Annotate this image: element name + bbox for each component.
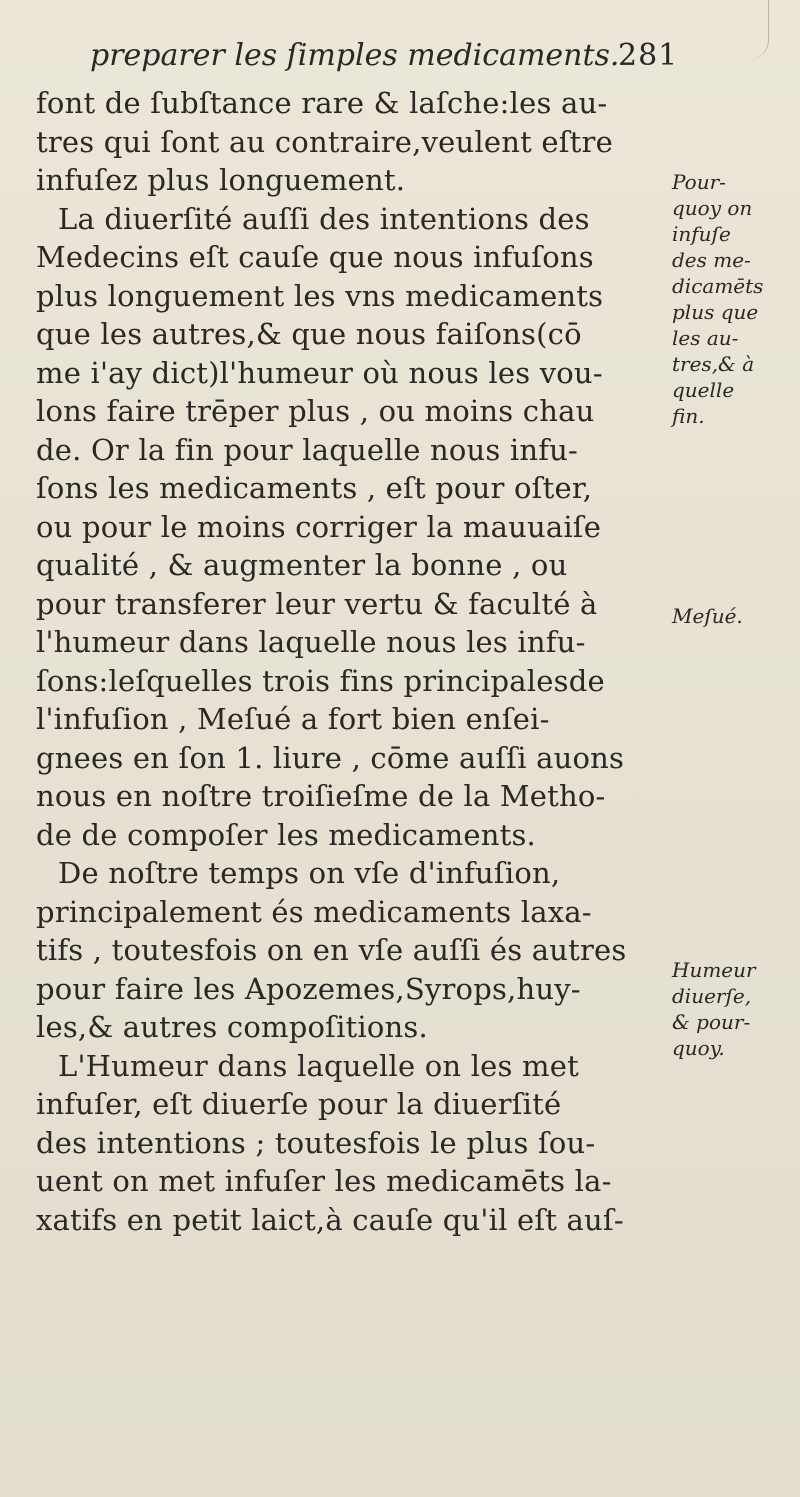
margin-note: les au-: [672, 326, 739, 350]
body-text: [36, 84, 676, 1239]
text-line: tifs , toutesfois on en vſe auſſi és autres: [36, 933, 627, 967]
text-line: ſons les medicaments , eſt pour oſter,: [36, 471, 593, 505]
text-line: de. Or la fin pour laquelle nous infu-: [36, 432, 579, 467]
text-line: lons faire trēper plus , ou moins chau: [36, 394, 595, 428]
text-line: L'Humeur dans laquelle on les met: [58, 1048, 579, 1083]
text-line: pour transferer leur vertu & faculté à: [36, 586, 598, 621]
margin-note: Meſué.: [672, 604, 743, 628]
margin-note: Humeur: [672, 958, 756, 982]
page-number: 281: [618, 38, 679, 73]
text-line: tres qui ſont au contraire,veulent eſtre: [36, 124, 613, 159]
text-line: font de ſubſtance rare & laſche:les au-: [36, 86, 608, 120]
text-line: uent on met infuſer les medicamēts la-: [36, 1164, 612, 1198]
text-line: ou pour le moins corriger la mauuaiſe: [36, 509, 602, 544]
text-line: des intentions ; toutesfois le plus ſou-: [36, 1125, 596, 1160]
text-line: Medecins eſt cauſe que nous infuſons: [36, 240, 594, 274]
margin-note: quelle: [672, 378, 735, 402]
text-line: La diuerſité auſſi des intentions des: [58, 201, 590, 236]
text-line: les,& autres compoſitions.: [36, 1010, 428, 1044]
text-line: principalement és medicaments laxa-: [36, 894, 592, 929]
margin-note: diuerſe,: [672, 984, 752, 1008]
text-line: gnees en ſon 1. liure , cōme auſſi auons: [36, 740, 625, 775]
text-line: infuſer, eſt diuerſe pour la diuerſité: [36, 1087, 562, 1121]
text-line: plus longuement les vns medicaments: [36, 278, 604, 313]
margin-note: des me-: [672, 248, 751, 272]
margin-note: dicamēts: [672, 274, 764, 298]
margin-note: tres,& à: [672, 352, 755, 376]
text-line: qualité , & augmenter la bonne , ou: [36, 548, 568, 582]
text-line: infuſez plus longuement.: [36, 163, 406, 197]
margin-note: & pour-: [672, 1010, 751, 1034]
margin-note: Pour-: [672, 170, 726, 194]
text-line: pour faire les Apozemes,Syrops,huy-: [36, 971, 581, 1006]
margin-note: fin.: [672, 404, 705, 428]
text-line: l'humeur dans laquelle nous les infu-: [36, 625, 586, 659]
text-line: de de compoſer les medicaments.: [36, 817, 536, 852]
text-line: ſons:leſquelles trois fins principalesde: [36, 663, 605, 698]
text-line: l'infuſion , Meſué a fort bien enſei-: [36, 702, 550, 736]
running-head-title: preparer les ſimples medicaments.: [90, 38, 620, 73]
margin-note: infuſe: [672, 222, 731, 246]
text-line: nous en noſtre troiſieſme de la Metho-: [36, 779, 606, 813]
margin-note: quoy.: [672, 1036, 725, 1060]
running-head: [90, 36, 700, 76]
text-line: De noſtre temps on vſe d'infuſion,: [58, 856, 561, 890]
text-line: que les autres,& que nous faiſons(cō: [36, 317, 582, 351]
page-curl-mark: [728, 0, 769, 60]
margin-note: quoy on: [672, 196, 753, 220]
margin-note: plus que: [672, 300, 759, 324]
text-line: xatifs en petit laict,à cauſe qu'il eſt auſ-: [36, 1202, 624, 1237]
text-line: me i'ay dict)l'humeur où nous les vou-: [36, 355, 603, 390]
